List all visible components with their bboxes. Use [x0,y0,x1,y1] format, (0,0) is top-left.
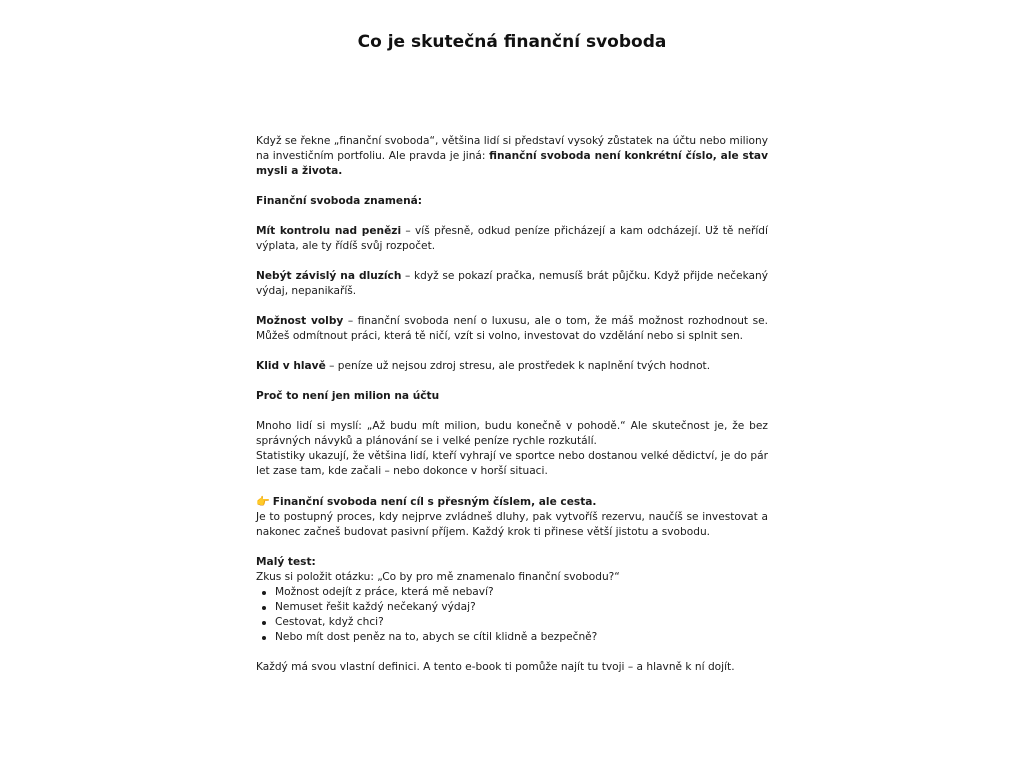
test-heading-text: Malý test: [256,556,316,568]
million-heading [256,389,768,404]
test-list [256,585,768,645]
point-calm [256,359,768,374]
test-question: Zkus si položit otázku: „Co by pro mě znamenalo finanční svobodu?“ [256,571,620,583]
point-debt-label: Nebýt závislý na dluzích [256,270,402,282]
point-control-label: Mít kontrolu nad penězi [256,225,402,237]
point-choice-text: – finanční svoboda není o luxusu, ale o tom, že máš možnost rozhodnout se. Můžeš odmítnout práci, která tě ničí, vzít si volno, investovat do vzdělání nebo si splnit sen. [256,315,768,342]
intro-text: Když se řekne „finanční svoboda“, většina lidí si představí vysoký zůstatek na účtu nebo miliony na investičním portfoliu. Ale pravda je jiná: [256,135,768,162]
test-heading [256,555,768,570]
point-choice [256,314,768,344]
million-heading-text: Proč to není jen milion na účtu [256,390,440,402]
intro-paragraph [256,134,768,179]
list-item: Nebo mít dost peněz na to, abych se cítil klidně a bezpečně? [261,630,768,645]
list-item: Cestovat, když chci? [261,615,768,630]
journey-paragraph [256,494,768,540]
point-choice-label: Možnost volby [256,315,344,327]
million-paragraph-2: Statistiky ukazují, že většina lidí, kteří vyhrají ve sportce nebo dostanou velké dědictví, je do pár let zase tam, kde začali – nebo dokonce v horší situaci. [256,450,768,477]
closing-paragraph: Každý má svou vlastní definici. A tento e-book ti pomůže najít tu tvoji – a hlavně k ní dojít. [256,661,735,673]
page-title: Co je skutečná finanční svoboda [357,32,667,52]
journey-text: Je to postupný proces, kdy nejprve zvládneš dluhy, pak vytvoříš rezervu, naučíš se investovat a nakonec začneš budovat pasivní příjem. Každý krok ti přinese větší jistotu a svobodu. [256,511,768,538]
point-calm-text: – peníze už nejsou zdroj stresu, ale prostředek k naplnění tvých hodnot. [325,360,711,372]
million-paragraph-1: Mnoho lidí si myslí: „Až budu mít milion, budu konečně v pohodě.“ Ale skutečnost je, že bez správných návyků a plánování se i velké peníze rychle rozkutálí. [256,420,768,447]
point-calm-label: Klid v hlavě [256,360,326,372]
intro-emphasis: finanční svoboda není konkrétní číslo, ale stav mysli a života. [256,150,768,177]
journey-emphasis: Finanční svoboda není cíl s přesným číslem, ale cesta. [272,496,597,508]
point-control [256,224,768,254]
list-item: Nemuset řešit každý nečekaný výdaj? [261,600,768,615]
document-body [256,134,768,690]
point-control-text: – víš přesně, odkud peníze přicházejí a kam odcházejí. Už tě neřídí výplata, ale ty řídíš svůj rozpočet. [256,225,768,252]
pointing-hand-icon: 👉 [256,495,270,508]
list-item: Možnost odejít z práce, která mě nebaví? [261,585,768,600]
point-debt-text: – když se pokazí pračka, nemusíš brát půjčku. Když přijde nečekaný výdaj, nepanikaříš. [256,270,768,297]
meaning-heading [256,194,768,209]
meaning-heading-text: Finanční svoboda znamená: [256,195,423,207]
point-debt [256,269,768,299]
